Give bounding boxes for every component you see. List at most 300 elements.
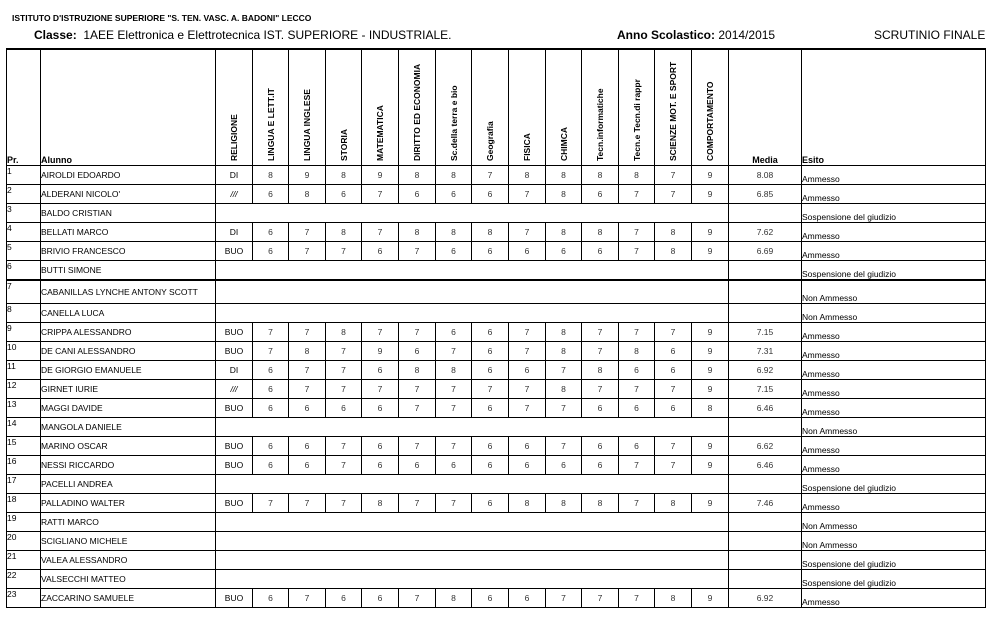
grade-cell: 9 — [692, 166, 729, 185]
grade-cell: 7 — [655, 380, 692, 399]
table-row — [7, 418, 986, 437]
grade-cell: 8 — [509, 166, 546, 185]
esito-value: Non Ammesso — [802, 513, 986, 532]
col-header-subject — [655, 50, 692, 166]
grade-cell: 9 — [692, 223, 729, 242]
student-name: PACELLI ANDREA — [41, 475, 216, 494]
grade-cell: 7 — [509, 399, 546, 418]
grade-cell: 8 — [289, 342, 326, 361]
grade-cell: 6 — [472, 342, 509, 361]
student-name: MANGOLA DANIELE — [41, 418, 216, 437]
grade-cell: 7 — [472, 166, 509, 185]
grade-cell: 7 — [399, 494, 436, 513]
class-value: 1AEE Elettronica e Elettrotecnica IST. SUPERIORE - INDUSTRIALE. — [83, 28, 452, 42]
grade-cell: 6 — [655, 342, 692, 361]
religione-grade: DI — [216, 166, 253, 185]
grade-cell: 6 — [472, 242, 509, 261]
media-value — [729, 475, 802, 494]
esito-value: Non Ammesso — [802, 418, 986, 437]
grades-empty — [216, 513, 729, 532]
grade-cell: 7 — [326, 242, 362, 261]
grade-cell: 6 — [619, 361, 655, 380]
grade-cell: 8 — [253, 166, 289, 185]
row-number: 12 — [7, 380, 41, 399]
grade-cell: 8 — [546, 342, 582, 361]
col-header-subject — [472, 50, 509, 166]
esito-value: Ammesso — [802, 185, 986, 204]
student-name: BALDO CRISTIAN — [41, 204, 216, 223]
col-header-alunno: Alunno — [41, 50, 216, 166]
grade-cell: 7 — [509, 185, 546, 204]
student-name: SCIGLIANO MICHELE — [41, 532, 216, 551]
grade-cell: 7 — [436, 399, 472, 418]
media-value — [729, 204, 802, 223]
grade-cell: 8 — [582, 494, 619, 513]
grade-cell: 8 — [582, 166, 619, 185]
student-name: DE CANI ALESSANDRO — [41, 342, 216, 361]
subject-label: Geografia — [485, 121, 495, 161]
media-value: 8.08 — [729, 166, 802, 185]
table-row — [7, 223, 986, 242]
grade-cell: 8 — [436, 361, 472, 380]
esito-value: Sospensione del giudizio — [802, 475, 986, 494]
grade-cell: 7 — [289, 242, 326, 261]
student-name: NESSI RICCARDO — [41, 456, 216, 475]
esito-value: Sospensione del giudizio — [802, 570, 986, 589]
grade-cell: 7 — [253, 323, 289, 342]
esito-value: Ammesso — [802, 589, 986, 608]
report-header — [0, 28, 994, 44]
school-year-label: Anno Scolastico: — [617, 28, 716, 42]
row-number: 17 — [7, 475, 41, 494]
grade-cell: 6 — [436, 242, 472, 261]
grade-cell: 6 — [289, 437, 326, 456]
grade-cell: 7 — [436, 380, 472, 399]
grade-cell: 6 — [399, 342, 436, 361]
grade-cell: 8 — [399, 223, 436, 242]
media-value: 7.62 — [729, 223, 802, 242]
grade-cell: 8 — [509, 494, 546, 513]
row-number: 7 — [7, 280, 41, 304]
grade-cell: 8 — [546, 380, 582, 399]
esito-value: Non Ammesso — [802, 280, 986, 304]
esito-value: Ammesso — [802, 494, 986, 513]
student-name: CANELLA LUCA — [41, 304, 216, 323]
subject-label: FISICA — [522, 133, 532, 161]
esito-value: Ammesso — [802, 399, 986, 418]
media-value: 7.46 — [729, 494, 802, 513]
table-row — [7, 304, 986, 323]
grade-cell: 7 — [326, 456, 362, 475]
grade-cell: 6 — [326, 589, 362, 608]
grade-cell: 8 — [546, 223, 582, 242]
grade-cell: 8 — [326, 323, 362, 342]
col-header-subject — [253, 50, 289, 166]
grade-cell: 6 — [546, 456, 582, 475]
religione-grade: /// — [216, 380, 253, 399]
row-number: 8 — [7, 304, 41, 323]
grade-cell: 7 — [399, 437, 436, 456]
grade-cell: 8 — [655, 589, 692, 608]
grade-cell: 9 — [692, 323, 729, 342]
grade-cell: 7 — [289, 323, 326, 342]
student-name: DE GIORGIO EMANUELE — [41, 361, 216, 380]
grade-cell: 9 — [692, 361, 729, 380]
table-row — [7, 261, 986, 281]
grade-cell: 7 — [619, 494, 655, 513]
grades-empty — [216, 570, 729, 589]
esito-value: Sospensione del giudizio — [802, 204, 986, 223]
grades-table — [6, 49, 986, 608]
subject-label: Tecn.e Tecn.di rappr — [631, 79, 642, 161]
grade-cell: 8 — [436, 166, 472, 185]
media-value — [729, 532, 802, 551]
table-row — [7, 513, 986, 532]
esito-value: Ammesso — [802, 456, 986, 475]
grade-cell: 6 — [472, 399, 509, 418]
table-row — [7, 532, 986, 551]
grade-cell: 7 — [362, 380, 399, 399]
col-header-subject — [216, 50, 253, 166]
row-number: 4 — [7, 223, 41, 242]
esito-value: Non Ammesso — [802, 532, 986, 551]
student-name: AIROLDI EDOARDO — [41, 166, 216, 185]
col-header-subject — [509, 50, 546, 166]
col-header-subject — [326, 50, 362, 166]
grades-empty — [216, 532, 729, 551]
col-header-pr: Pr. — [7, 50, 41, 166]
grade-cell: 8 — [436, 223, 472, 242]
student-name: BRIVIO FRANCESCO — [41, 242, 216, 261]
row-number: 11 — [7, 361, 41, 380]
row-number: 3 — [7, 204, 41, 223]
student-name: BELLATI MARCO — [41, 223, 216, 242]
grade-cell: 8 — [546, 323, 582, 342]
student-name: MARINO OSCAR — [41, 437, 216, 456]
media-value: 6.92 — [729, 361, 802, 380]
esito-value: Ammesso — [802, 223, 986, 242]
subject-label: Tecn.informatiche — [595, 88, 605, 161]
esito-value: Ammesso — [802, 342, 986, 361]
subject-label: CHIMCA — [558, 127, 569, 161]
grade-cell: 6 — [362, 456, 399, 475]
grade-cell: 6 — [399, 456, 436, 475]
table-row — [7, 437, 986, 456]
grade-cell: 6 — [289, 456, 326, 475]
table-row — [7, 456, 986, 475]
grade-cell: 8 — [472, 223, 509, 242]
row-number: 9 — [7, 323, 41, 342]
esito-value: Non Ammesso — [802, 304, 986, 323]
esito-value: Ammesso — [802, 361, 986, 380]
grade-cell: 8 — [289, 185, 326, 204]
student-name: BUTTI SIMONE — [41, 261, 216, 281]
esito-value: Sospensione del giudizio — [802, 551, 986, 570]
report-type: SCRUTINIO FINALE — [874, 28, 986, 42]
grade-cell: 8 — [619, 166, 655, 185]
table-row — [7, 361, 986, 380]
table-row — [7, 475, 986, 494]
grade-cell: 7 — [509, 323, 546, 342]
grade-cell: 8 — [399, 361, 436, 380]
student-name: MAGGI DAVIDE — [41, 399, 216, 418]
media-value: 6.46 — [729, 456, 802, 475]
table-row — [7, 570, 986, 589]
grade-cell: 7 — [436, 342, 472, 361]
table-body — [7, 166, 986, 608]
row-number: 19 — [7, 513, 41, 532]
grades-empty — [216, 280, 729, 304]
student-name: CRIPPA ALESSANDRO — [41, 323, 216, 342]
grade-cell: 6 — [253, 437, 289, 456]
class-info — [34, 28, 452, 42]
grade-cell: 7 — [655, 166, 692, 185]
table-row — [7, 494, 986, 513]
table-row — [7, 551, 986, 570]
grade-cell: 7 — [326, 437, 362, 456]
grade-cell: 7 — [436, 437, 472, 456]
grade-cell: 7 — [253, 342, 289, 361]
table-row — [7, 204, 986, 223]
grade-cell: 8 — [692, 399, 729, 418]
grade-cell: 6 — [362, 437, 399, 456]
grade-cell: 6 — [253, 589, 289, 608]
table-row — [7, 380, 986, 399]
header-row — [7, 50, 986, 166]
student-name: CABANILLAS LYNCHE ANTONY SCOTT — [41, 280, 216, 304]
grade-cell: 6 — [472, 185, 509, 204]
student-name: ZACCARINO SAMUELE — [41, 589, 216, 608]
grades-empty — [216, 551, 729, 570]
grade-cell: 7 — [399, 380, 436, 399]
grade-cell: 8 — [582, 361, 619, 380]
religione-grade: BUO — [216, 399, 253, 418]
row-number: 15 — [7, 437, 41, 456]
grade-cell: 9 — [362, 166, 399, 185]
grade-cell: 7 — [582, 342, 619, 361]
grade-cell: 7 — [655, 185, 692, 204]
col-header-subject — [399, 50, 436, 166]
religione-grade: BUO — [216, 456, 253, 475]
grade-cell: 7 — [399, 323, 436, 342]
grade-cell: 6 — [655, 399, 692, 418]
grade-cell: 7 — [582, 380, 619, 399]
grade-cell: 7 — [289, 589, 326, 608]
table-row — [7, 399, 986, 418]
row-number: 2 — [7, 185, 41, 204]
grade-cell: 8 — [655, 494, 692, 513]
col-header-subject — [692, 50, 729, 166]
subject-label: STORIA — [338, 129, 349, 161]
student-name: GIRNET IURIE — [41, 380, 216, 399]
grade-cell: 8 — [546, 185, 582, 204]
media-value: 6.62 — [729, 437, 802, 456]
grade-cell: 6 — [582, 456, 619, 475]
grade-cell: 7 — [326, 494, 362, 513]
religione-grade: BUO — [216, 494, 253, 513]
grade-cell: 7 — [509, 223, 546, 242]
grade-cell: 6 — [326, 185, 362, 204]
class-label: Classe: — [34, 28, 77, 42]
grade-cell: 7 — [289, 361, 326, 380]
grades-empty — [216, 261, 729, 281]
grade-cell: 8 — [362, 494, 399, 513]
col-header-esito: Esito — [802, 50, 986, 166]
table-row — [7, 166, 986, 185]
table-row — [7, 185, 986, 204]
subject-label: RELIGIONE — [229, 114, 239, 161]
school-name: ISTITUTO D'ISTRUZIONE SUPERIORE "S. TEN. VASC. A. BADONI" LECCO — [12, 13, 312, 23]
grade-cell: 7 — [399, 589, 436, 608]
col-header-media: Media — [729, 50, 802, 166]
grade-cell: 6 — [582, 185, 619, 204]
grade-cell: 6 — [509, 361, 546, 380]
grade-cell: 9 — [692, 380, 729, 399]
grade-cell: 7 — [509, 342, 546, 361]
grade-cell: 7 — [619, 456, 655, 475]
grade-cell: 6 — [253, 361, 289, 380]
row-number: 13 — [7, 399, 41, 418]
table-row — [7, 242, 986, 261]
grade-cell: 7 — [546, 399, 582, 418]
media-value — [729, 280, 802, 304]
grade-cell: 7 — [619, 185, 655, 204]
grade-cell: 6 — [436, 456, 472, 475]
grade-cell: 6 — [399, 185, 436, 204]
subject-label: LINGUA INGLESE — [302, 89, 312, 161]
esito-value: Ammesso — [802, 242, 986, 261]
esito-value: Ammesso — [802, 380, 986, 399]
grade-cell: 6 — [436, 323, 472, 342]
col-header-subject — [546, 50, 582, 166]
grade-cell: 7 — [326, 361, 362, 380]
grade-cell: 7 — [619, 323, 655, 342]
grade-cell: 7 — [399, 242, 436, 261]
grade-cell: 9 — [692, 242, 729, 261]
grades-empty — [216, 304, 729, 323]
grade-cell: 6 — [472, 323, 509, 342]
grade-cell: 9 — [362, 342, 399, 361]
religione-grade: /// — [216, 185, 253, 204]
grade-cell: 6 — [472, 494, 509, 513]
grade-cell: 9 — [692, 589, 729, 608]
grade-cell: 9 — [289, 166, 326, 185]
grade-cell: 9 — [692, 342, 729, 361]
esito-value: Ammesso — [802, 323, 986, 342]
grade-cell: 8 — [546, 494, 582, 513]
grade-cell: 9 — [692, 437, 729, 456]
grade-cell: 6 — [509, 456, 546, 475]
grade-cell: 7 — [362, 323, 399, 342]
esito-value: Ammesso — [802, 166, 986, 185]
grades-empty — [216, 204, 729, 223]
row-number: 23 — [7, 589, 41, 608]
col-header-subject — [436, 50, 472, 166]
grade-cell: 7 — [655, 323, 692, 342]
esito-value: Sospensione del giudizio — [802, 261, 986, 281]
table-row — [7, 323, 986, 342]
media-value — [729, 304, 802, 323]
religione-grade: DI — [216, 223, 253, 242]
col-header-subject — [582, 50, 619, 166]
grade-cell: 8 — [546, 166, 582, 185]
grade-cell: 6 — [472, 589, 509, 608]
grade-cell: 8 — [436, 589, 472, 608]
row-number: 22 — [7, 570, 41, 589]
row-number: 18 — [7, 494, 41, 513]
media-value — [729, 551, 802, 570]
grade-cell: 6 — [253, 380, 289, 399]
table-row — [7, 280, 986, 304]
student-name: VALSECCHI MATTEO — [41, 570, 216, 589]
grade-cell: 7 — [655, 437, 692, 456]
row-number: 1 — [7, 166, 41, 185]
religione-grade: BUO — [216, 342, 253, 361]
grade-cell: 7 — [399, 399, 436, 418]
media-value: 6.92 — [729, 589, 802, 608]
student-name: RATTI MARCO — [41, 513, 216, 532]
grade-cell: 6 — [472, 437, 509, 456]
grade-cell: 7 — [619, 242, 655, 261]
subject-label: Sc.della terra e bio — [448, 85, 459, 161]
grade-cell: 6 — [362, 361, 399, 380]
grade-cell: 7 — [289, 380, 326, 399]
subject-label: DIRITTO ED ECONOMIA — [412, 63, 422, 161]
col-header-subject — [619, 50, 655, 166]
grade-cell: 6 — [472, 456, 509, 475]
media-value: 7.31 — [729, 342, 802, 361]
grade-cell: 6 — [655, 361, 692, 380]
grade-cell: 6 — [582, 437, 619, 456]
media-value — [729, 418, 802, 437]
grade-cell: 6 — [509, 589, 546, 608]
grades-empty — [216, 418, 729, 437]
grade-cell: 7 — [436, 494, 472, 513]
subject-label: MATEMATICA — [375, 105, 385, 161]
grade-cell: 7 — [326, 380, 362, 399]
grade-cell: 6 — [362, 242, 399, 261]
table-row — [7, 342, 986, 361]
grade-cell: 8 — [399, 166, 436, 185]
grade-cell: 6 — [362, 589, 399, 608]
grade-cell: 7 — [253, 494, 289, 513]
grade-cell: 7 — [326, 342, 362, 361]
grade-cell: 6 — [436, 185, 472, 204]
school-year-value: 2014/2015 — [718, 28, 776, 42]
grade-cell: 9 — [692, 456, 729, 475]
row-number: 10 — [7, 342, 41, 361]
table-row — [7, 589, 986, 608]
row-number: 21 — [7, 551, 41, 570]
col-header-subject — [289, 50, 326, 166]
student-name: ALDERANI NICOLO' — [41, 185, 216, 204]
media-value: 7.15 — [729, 380, 802, 399]
religione-grade: BUO — [216, 437, 253, 456]
grade-cell: 7 — [472, 380, 509, 399]
grade-cell: 7 — [582, 323, 619, 342]
grades-empty — [216, 475, 729, 494]
grade-cell: 9 — [692, 494, 729, 513]
grade-cell: 6 — [472, 361, 509, 380]
grade-cell: 7 — [509, 380, 546, 399]
grade-cell: 7 — [362, 223, 399, 242]
row-number: 20 — [7, 532, 41, 551]
grade-cell: 7 — [619, 223, 655, 242]
esito-value: Ammesso — [802, 437, 986, 456]
grade-cell: 7 — [619, 380, 655, 399]
grade-cell: 6 — [253, 185, 289, 204]
grade-cell: 8 — [619, 342, 655, 361]
